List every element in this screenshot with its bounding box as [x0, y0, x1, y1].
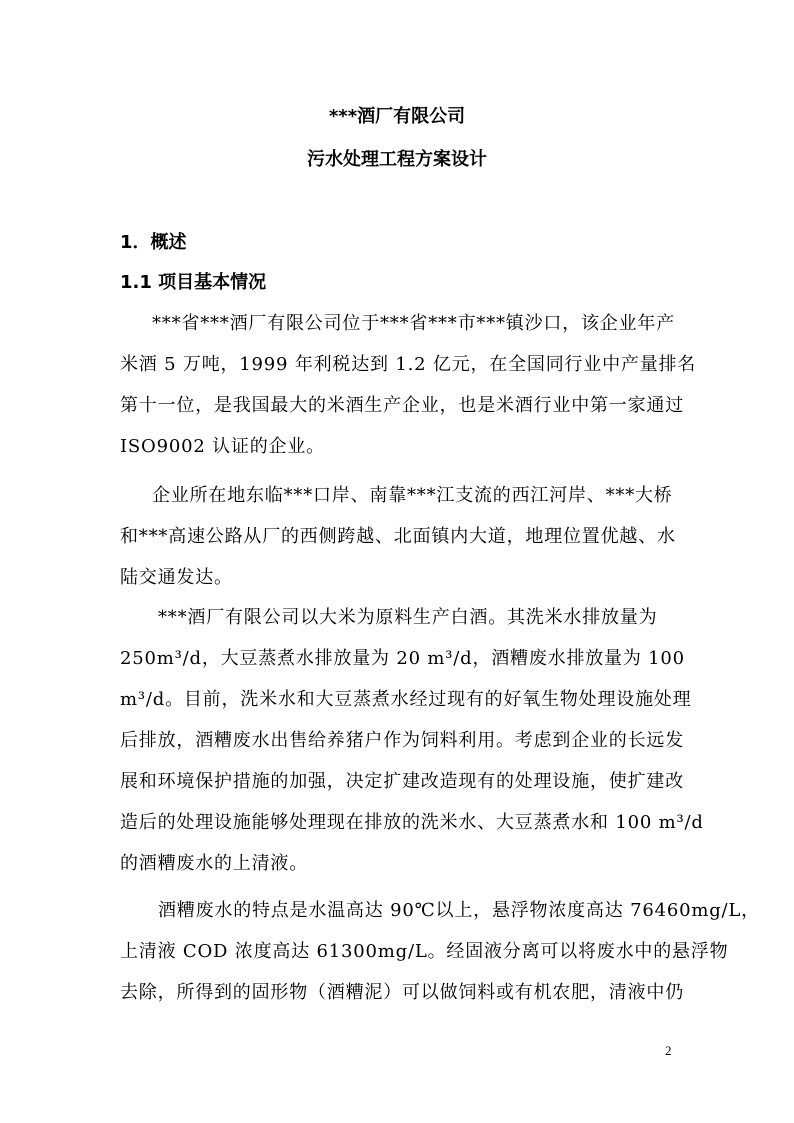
document-title: ***酒厂有限公司	[328, 106, 466, 127]
body-line: 造后的处理设施能够处理现在排放的洗米水、大豆蒸煮水和 100 m³/d	[120, 812, 704, 833]
body-line: 展和环境保护措施的加强，决定扩建改造现有的处理设施，使扩建改	[120, 771, 684, 792]
body-line: m³/d。目前，洗米水和大豆蒸煮水经过现有的好氧生物处理设施处理	[120, 689, 692, 710]
body-line: 酒糟废水的特点是水温高达 90℃以上，悬浮物浓度高达 76460mg/L，	[158, 900, 760, 921]
body-line: 去除，所得到的固形物（酒糟泥）可以做饲料或有机农肥，清液中仍	[120, 982, 684, 1003]
body-line: 企业所在地东临***口岸、南靠***江支流的西江河岸、***大桥	[152, 485, 673, 506]
page-number: 2	[665, 1043, 672, 1058]
body-line: 的酒糟废水的上清液。	[120, 853, 308, 874]
body-line: 250m³/d，大豆蒸煮水排放量为 20 m³/d，酒糟废水排放量为 100	[120, 648, 685, 669]
subsection-heading: 1.1 项目基本情况	[120, 272, 267, 293]
body-line: 陆交通发达。	[120, 567, 233, 588]
body-line: ***省***酒厂有限公司位于***省***市***镇沙口，该企业年产	[152, 313, 675, 334]
body-line: 后排放，酒糟废水出售给养猪户作为饲料利用。考虑到企业的长远发	[120, 730, 684, 751]
body-line: 和***高速公路从厂的西侧跨越、北面镇内大道，地理位置优越、水	[120, 526, 676, 547]
body-line: 米酒 5 万吨，1999 年利税达到 1.2 亿元，在全国同行业中产量排名	[120, 354, 697, 375]
body-line: 上清液 COD 浓度高达 61300mg/L。经固液分离可以将废水中的悬浮物	[120, 941, 729, 962]
body-line: ISO9002 认证的企业。	[120, 436, 325, 457]
document-subtitle: 污水处理工程方案设计	[307, 149, 487, 170]
body-line: 第十一位，是我国最大的米酒生产企业，也是米酒行业中第一家通过	[120, 395, 684, 416]
section-heading: 1．概述	[120, 232, 187, 253]
body-line: ***酒厂有限公司以大米为原料生产白酒。其洗米水排放量为	[158, 607, 658, 628]
